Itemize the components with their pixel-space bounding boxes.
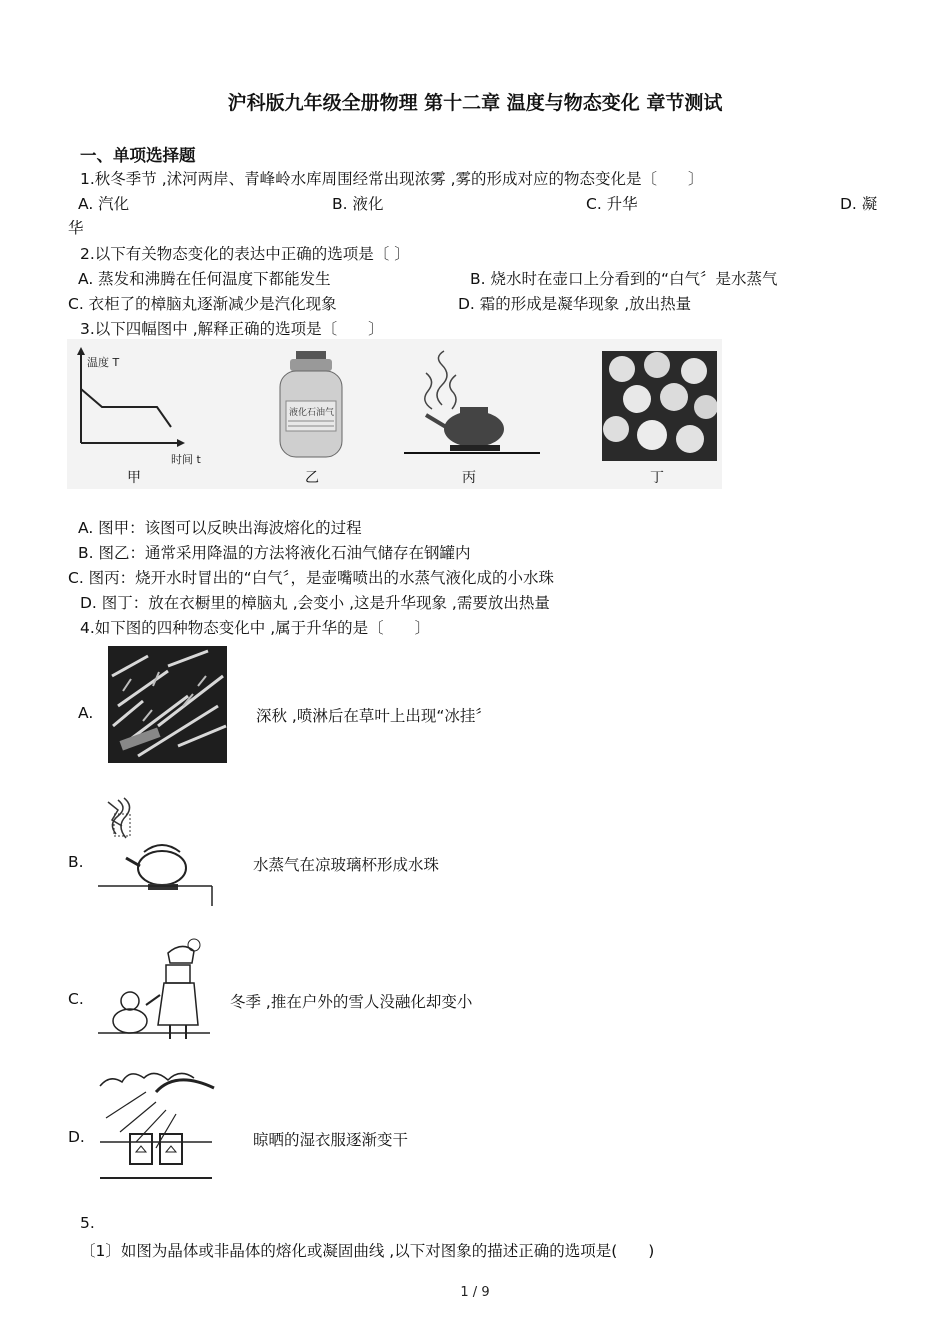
frost-on-grass-image — [108, 646, 227, 763]
q2-option-a: A. 蒸发和沸腾在任何温度下都能发生 — [78, 270, 331, 288]
q2-option-b: B. 烧水时在壶口上分看到的“白气〞是水蒸气 — [470, 270, 778, 288]
graph-x-label: 时间 t — [171, 453, 201, 466]
caption-yi: 乙 — [305, 470, 319, 486]
q3-option-b: B. 图乙：通常采用降温的方法将液化石油气储存在钢罐内 — [78, 544, 471, 562]
gas-tank-image — [272, 349, 352, 464]
q2-stem: 2.以下有关物态变化的表达中正确的选项是〔 〕 — [80, 245, 410, 263]
q1-option-d-wrap: 华 — [68, 219, 84, 237]
q1-option-c: C. 升华 — [586, 195, 638, 213]
q1-option-d: D. 凝 — [840, 195, 878, 213]
q2-option-d: D. 霜的形成是凝华现象 ,放出热量 — [458, 295, 692, 313]
q1-option-b: B. 液化 — [332, 195, 384, 213]
q4-option-a-text: 深秋 ,喷淋后在草叶上出现“冰挂〞 — [256, 707, 491, 725]
page-number: 1 / 9 — [460, 1285, 490, 1300]
q4-option-c-text: 冬季 ,推在户外的雪人没融化却变小 — [230, 993, 473, 1011]
q4-option-d-label: D. — [68, 1128, 85, 1146]
temperature-time-graph — [67, 339, 227, 489]
caption-ding: 丁 — [650, 470, 664, 486]
q3-figure-strip — [67, 339, 722, 489]
caption-jia: 甲 — [127, 470, 141, 486]
q4-option-b-label: B. — [68, 853, 84, 871]
q1-stem: 1.秋冬季节 ,沭河两岸、青峰岭水库周围经常出现浓雾 ,雾的形成对应的物态变化是〔 〕 — [80, 170, 704, 188]
q3-option-d: D. 图丁：放在衣橱里的樟脑丸 ,会变小 ,这是升华现象 ,需要放出热量 — [80, 594, 550, 612]
page-title: 沪科版九年级全册物理 第十二章 温度与物态变化 章节测试 — [227, 92, 723, 114]
q3-option-c: C. 图丙：烧开水时冒出的“白气〞，是壶嘴喷出的水蒸气液化成的小水珠 — [68, 569, 554, 587]
q5-number: 5. — [80, 1214, 95, 1232]
boiling-kettle-image — [402, 349, 542, 464]
camphor-balls-image — [602, 351, 717, 461]
q4-option-a-label: A. — [78, 704, 94, 722]
q2-option-c: C. 衣柜了的樟脑丸逐渐减少是汽化现象 — [68, 295, 337, 313]
q4-option-c-label: C. — [68, 990, 84, 1008]
caption-bing: 丙 — [462, 470, 476, 486]
q4-option-b-text: 水蒸气在凉玻璃杯形成水珠 — [253, 856, 440, 874]
kettle-steam-image — [96, 794, 214, 908]
snowman-image — [94, 935, 212, 1047]
q4-stem: 4.如下图的四种物态变化中 ,属于升华的是〔 〕 — [80, 619, 431, 637]
q3-option-a: A. 图甲：该图可以反映出海波熔化的过程 — [78, 519, 362, 537]
tank-label: 液化石油气 — [289, 408, 335, 418]
section-heading: 一、单项选择题 — [80, 146, 196, 165]
drying-clothes-image — [96, 1062, 216, 1182]
q5-subquestion-1: 〔1〕如图为晶体或非晶体的熔化或凝固曲线 ,以下对图象的描述正确的选项是( ) — [80, 1242, 655, 1260]
q4-option-d-text: 晾晒的湿衣服逐渐变干 — [253, 1131, 409, 1149]
q3-stem: 3.以下四幅图中 ,解释正确的选项是〔 〕 — [80, 320, 384, 338]
graph-y-label: 温度 T — [87, 356, 120, 369]
q1-option-a: A. 汽化 — [78, 195, 130, 213]
